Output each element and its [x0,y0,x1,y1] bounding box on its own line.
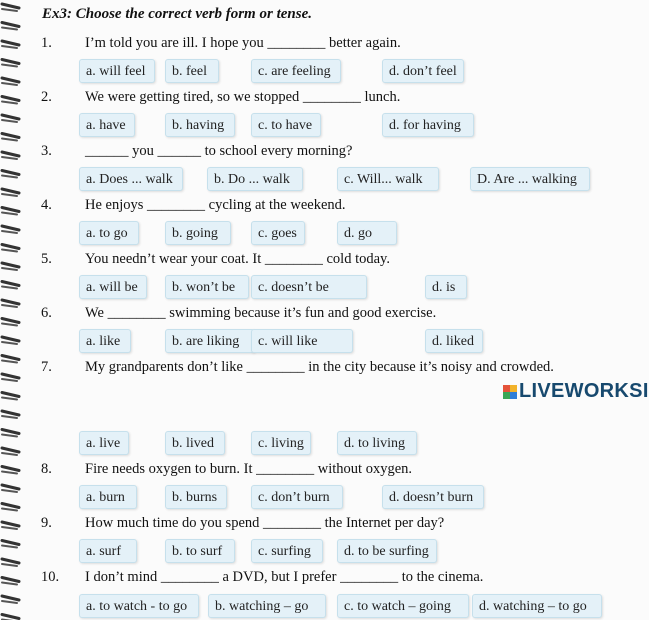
option-button[interactable]: b. feel [165,59,219,83]
option-button[interactable]: d. go [337,221,397,245]
spiral-ring [2,152,19,159]
answer-blank[interactable]: ________ [340,569,399,585]
spiral-ring [2,559,19,566]
option-button[interactable]: a. surf [79,539,137,563]
question-number: 4. [41,197,52,213]
answer-blank[interactable]: ________ [302,89,361,105]
question-number: 3. [41,143,52,159]
option-button[interactable]: d. don’t feel [382,59,464,83]
question-number: 2. [41,89,52,105]
option-button[interactable]: a. have [79,113,135,137]
option-button[interactable]: c. surfing [251,539,323,563]
question-text-part: swimming because it’s fun and good exercise. [165,305,437,321]
option-button[interactable]: d. is [425,275,467,299]
option-button[interactable]: b. are liking [165,329,255,353]
spiral-ring [2,41,19,48]
spiral-ring [2,300,19,307]
question-text-part: We [85,305,108,321]
spiral-ring [2,319,19,326]
question-text [85,251,390,268]
spiral-ring [2,208,19,215]
question-text-part: cycling at the weekend. [205,197,346,213]
question-text-part: I’m told you are ill. I hope you [85,35,268,51]
option-button[interactable]: c. goes [251,221,305,245]
question-text [85,35,401,52]
question-text [85,197,346,214]
exercise-title: Ex3: Choose the correct verb form or tense. [42,6,312,22]
question-number: 1. [41,35,52,51]
option-button[interactable]: c. to have [251,113,321,137]
logo-text: LIVEWORKSI [519,380,649,402]
option-button[interactable]: b. burns [165,485,227,509]
question-number: 6. [41,305,52,321]
answer-blank[interactable]: ________ [263,515,322,531]
spiral-ring [2,60,19,67]
question-text [85,89,400,106]
option-button[interactable]: a. to watch - to go [79,594,199,618]
option-button[interactable]: b. lived [165,431,225,455]
question-text-part: you [128,143,158,159]
option-button[interactable]: a. Does ... walk [79,167,183,191]
option-button[interactable]: c. doesn’t be [251,275,367,299]
spiral-ring [2,171,19,178]
spiral-ring [2,448,19,455]
answer-blank[interactable]: ________ [147,197,206,213]
question-text-part: cold today. [322,251,390,267]
spiral-ring [2,522,19,529]
question-text [85,305,436,322]
option-button[interactable]: b. going [165,221,231,245]
spiral-ring [2,596,19,603]
question-text-part: My grandparents don’t like [85,359,247,375]
option-button[interactable]: a. burn [79,485,137,509]
spiral-binding [0,0,24,620]
option-button[interactable]: b. having [165,113,235,137]
question-text [85,359,554,376]
question-text-part: I don’t mind [85,569,161,585]
question-number: 8. [41,461,52,477]
option-button[interactable]: d. to living [337,431,417,455]
question-text-part: better again. [325,35,401,51]
option-button[interactable]: b. won’t be [165,275,249,299]
option-button[interactable]: c. living [251,431,311,455]
option-button[interactable]: d. liked [425,329,483,353]
question-text-part: the Internet per day? [321,515,445,531]
question-text-part: You needn’t wear your coat. It [85,251,265,267]
question-number: 10. [41,569,60,585]
spiral-ring [2,374,19,381]
spiral-ring [2,78,19,85]
spiral-ring [2,504,19,511]
spiral-ring [2,411,19,418]
spiral-ring [2,541,19,548]
spiral-ring [2,615,19,620]
question-number: 9. [41,515,52,531]
option-button[interactable]: c. will like [251,329,353,353]
option-button[interactable]: a. will feel [79,59,155,83]
option-button[interactable]: a. will be [79,275,147,299]
spiral-ring [2,393,19,400]
question-text [85,515,444,532]
spiral-ring [2,23,19,30]
option-button[interactable]: b. Do ... walk [207,167,303,191]
spiral-ring [2,263,19,270]
option-button[interactable]: c. Will... walk [337,167,439,191]
option-button[interactable]: d. to be surfing [337,539,437,563]
spiral-ring [2,467,19,474]
spiral-ring [2,189,19,196]
option-button[interactable]: c. don’t burn [251,485,343,509]
question-text-part: a DVD, but I prefer [218,569,341,585]
answer-blank[interactable]: ________ [160,569,219,585]
question-text [85,461,412,478]
question-text-part: He enjoys [85,197,148,213]
answer-blank[interactable]: ________ [267,35,326,51]
option-button[interactable]: d. for having [382,113,474,137]
question-text-part: to the cinema. [398,569,484,585]
question-text [85,569,483,586]
liveworksheets-icon [503,385,517,399]
option-button[interactable]: d. watching – to go [472,594,602,618]
option-button[interactable]: c. are feeling [251,59,341,83]
question-text-part: How much time do you spend [85,515,264,531]
spiral-ring [2,282,19,289]
spiral-ring [2,430,19,437]
spiral-ring [2,356,19,363]
option-button[interactable]: b. watching – go [208,594,326,618]
option-button[interactable]: c. to watch – going [337,594,469,618]
liveworksheets-logo [503,380,649,403]
question-text-part: without oxygen. [314,461,413,477]
answer-blank[interactable]: ________ [256,461,315,477]
option-button[interactable]: D. Are ... walking [470,167,590,191]
question-text-part: lunch. [360,89,401,105]
answer-blank[interactable]: ________ [246,359,305,375]
answer-blank[interactable]: ________ [107,305,166,321]
question-text-part: in the city because it’s noisy and crowded. [304,359,554,375]
spiral-ring [2,4,19,11]
question-text-part: We were getting tired, so we stopped [85,89,303,105]
answer-blank[interactable]: ________ [264,251,323,267]
option-button[interactable]: a. like [79,329,131,353]
spiral-ring [2,485,19,492]
spiral-ring [2,97,19,104]
option-button[interactable]: d. doesn’t burn [382,485,484,509]
question-text [85,143,352,160]
question-text-part: to school every morning? [201,143,353,159]
spiral-ring [2,337,19,344]
option-button[interactable]: a. to go [79,221,139,245]
question-number: 5. [41,251,52,267]
option-button[interactable]: a. live [79,431,129,455]
spiral-ring [2,245,19,252]
option-button[interactable]: b. to surf [165,539,235,563]
answer-blank[interactable]: ______ [85,143,129,159]
spiral-ring [2,226,19,233]
spiral-ring [2,134,19,141]
question-number: 7. [41,359,52,375]
spiral-ring [2,578,19,585]
question-text-part: Fire needs oxygen to burn. It [85,461,257,477]
answer-blank[interactable]: ______ [157,143,201,159]
spiral-ring [2,115,19,122]
